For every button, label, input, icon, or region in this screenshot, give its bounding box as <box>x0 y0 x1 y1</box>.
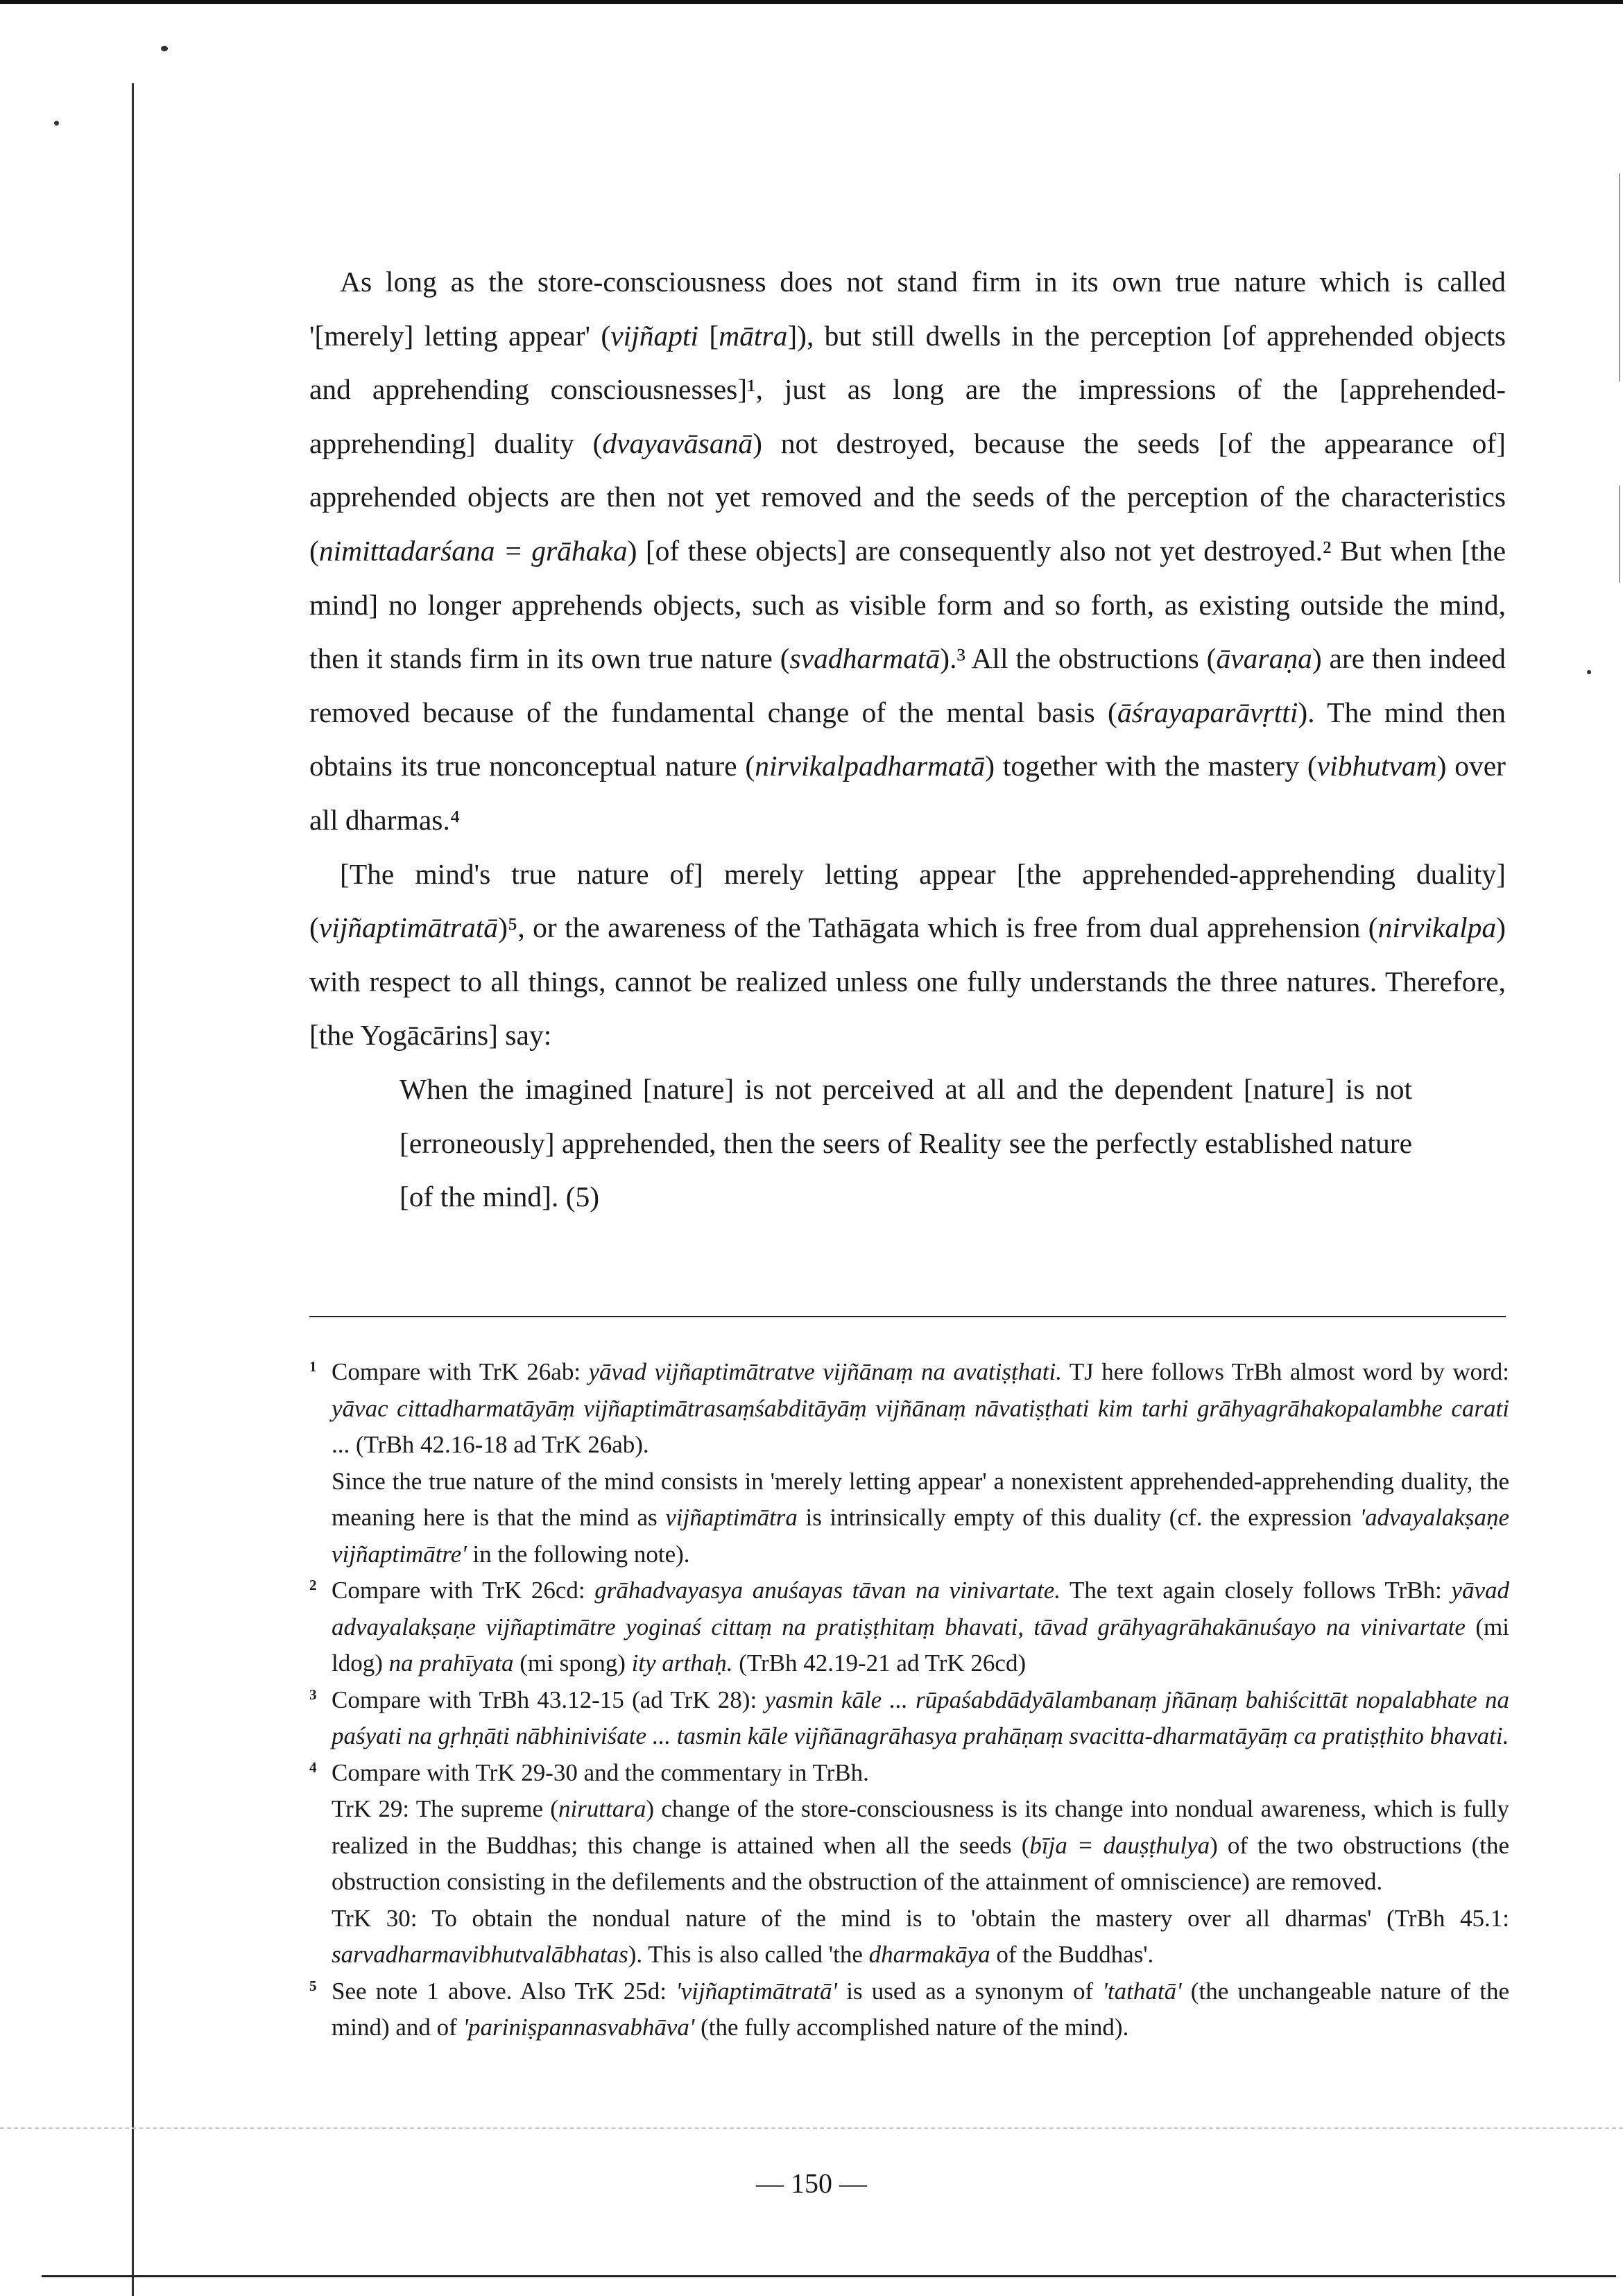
italic-term: āśrayaparāvṛtti <box>1117 696 1298 728</box>
italic-term: nirvikalpadharmatā <box>755 750 986 782</box>
text-run: TrK 29: The supreme ( <box>332 1795 558 1822</box>
italic-term: dvayavāsanā <box>602 427 753 459</box>
text-run: Compare with TrK 26cd: <box>332 1577 595 1604</box>
text-run: ) with respect to all things, cannot be realized unless one fully understands the three natures. Therefore, [the Yogācārins] say: <box>309 911 1506 1052</box>
italic-term: mātra <box>719 319 788 352</box>
page-bottom-rule <box>42 2275 1616 2277</box>
text-run: TrK 30: To obtain the nondual nature of the mind is to 'obtain the mastery over all dharmas' (TrBh 45.1: <box>332 1904 1509 1932</box>
footnotes <box>309 1354 1509 2046</box>
footnote-number: 2 <box>309 1577 317 1593</box>
italic-term: nirvikalpa <box>1377 911 1497 944</box>
text-run: ) change of the store-consciousness is its change into nondual awareness, which is fully realized in the Buddhas; this change is attained when all the seeds ( <box>332 1795 1509 1859</box>
italic-term: niruttara <box>558 1795 646 1822</box>
footnote-text <box>332 1354 1509 1464</box>
text-run: of the Buddhas'. <box>990 1941 1154 1968</box>
italic-term: dharmakāya <box>868 1941 990 1968</box>
scan-edge-mark <box>1619 173 1620 382</box>
text-run: ) are then indeed removed because of the fundamental change of the mental basis ( <box>309 642 1506 728</box>
text-run: The text again closely follows TrBh: <box>1060 1577 1452 1604</box>
footnote-text <box>332 1573 1509 1682</box>
scan-speck <box>54 121 59 126</box>
footnote <box>309 1755 1509 1973</box>
text-run: ) together with the mastery ( <box>985 750 1317 782</box>
scan-speck <box>161 46 168 51</box>
text-run: is intrinsically empty of this duality (cf. the expression <box>797 1504 1360 1531</box>
footnote-number: 3 <box>309 1686 317 1703</box>
scan-dashed-line <box>0 2127 1623 2129</box>
italic-term: ity arthaḥ. <box>631 1650 733 1677</box>
footnote-text <box>332 1901 1509 1973</box>
main-text <box>309 255 1506 1224</box>
text-run: ]), but still dwells in the perception [of apprehended objects and apprehending consciousnesses]¹, just as long are the impressions of the [apprehended-apprehending] duality ( <box>309 319 1506 459</box>
text-run: (the unchangeable nature of the mind) and of <box>332 1977 1509 2041</box>
text-run: [ <box>698 319 719 352</box>
text-run: )⁵, or the awareness of the Tathāgata which is free from dual apprehension ( <box>498 911 1378 944</box>
text-run: ) not destroyed, because the seeds [of the appearance of] apprehended objects are then not yet removed and the seeds of the perception of the characteristics ( <box>309 427 1506 567</box>
text-run: (mi spong) <box>513 1650 632 1677</box>
text-run: (TrBh 42.19-21 ad TrK 26cd) <box>732 1650 1027 1677</box>
italic-term: vijñapti <box>610 319 699 352</box>
footnote <box>309 1682 1509 1755</box>
text-run: ) over all dharmas.⁴ <box>309 750 1506 836</box>
text-run: See note 1 above. Also TrK 25d: <box>332 1977 676 2005</box>
italic-term: vijñaptimātratā <box>318 911 499 944</box>
italic-term: na prahīyata <box>388 1650 514 1677</box>
italic-term: 'tathatā' <box>1102 1977 1182 2005</box>
scan-edge-mark <box>1619 486 1620 583</box>
italic-term: yāvad vijñaptimātratve vijñānaṃ na avatiṣṭhati. <box>588 1358 1062 1385</box>
text-run: ). The mind then obtains its true nonconceptual nature ( <box>309 696 1506 782</box>
text-run: ).³ All the obstructions ( <box>940 642 1217 675</box>
footnote-number: 4 <box>309 1758 317 1776</box>
footnote-number: 1 <box>309 1358 317 1375</box>
italic-term: 'vijñaptimātratā' <box>676 1977 837 2005</box>
italic-term: sarvadharmavibhutvalābhatas <box>332 1941 628 1968</box>
text-run: As long as the store-consciousness does not stand firm in its own true nature which is called '[merely] letting appear' ( <box>309 266 1506 352</box>
italic-term: yasmin kāle ... rūpaśabdādyālambanaṃ jñānaṃ bahiścittāt nopalabhate na paśyati na gṛhṇāti nābhiniviśate ... tasmin kāle vijñānagrāhasya prahāṇaṃ svacitta-dharmatāyāṃ ca pratiṣṭhito bhavati. <box>332 1686 1509 1749</box>
page-top-border <box>0 0 1623 4</box>
italic-term: yāvac cittadharmatāyāṃ vijñaptimātrasaṃśabditāyāṃ vijñānaṃ nāvatiṣṭhati kim tarhi grāhyagrāhakopalambhe carati <box>332 1394 1509 1422</box>
italic-term: yāvad advayalakṣaṇe vijñaptimātre yoginaś cittaṃ na pratiṣṭhitaṃ bhavati, tāvad grāhyagrāhakānuśayo na vinivartate <box>332 1577 1509 1640</box>
page-number: — 150 — <box>756 2168 867 2199</box>
scan-speck <box>1587 670 1591 674</box>
text-run: (mi ldog) <box>332 1613 1509 1677</box>
text-run: (the fully accomplished nature of the mind). <box>694 2014 1129 2041</box>
text-run: ). This is also called 'the <box>628 1941 869 1968</box>
text-run: [The mind's true nature of] merely letting appear [the apprehended-apprehending duality] ( <box>309 857 1506 944</box>
text-run: ... (TrBh 42.16-18 ad TrK 26ab). <box>332 1431 649 1458</box>
italic-term: svadharmatā <box>789 642 941 675</box>
italic-term: grāhadvayasya anuśayas tāvan na vinivartate. <box>594 1577 1061 1604</box>
footnote-text <box>332 1973 1509 2046</box>
body-paragraph <box>309 255 1506 848</box>
text-run: Compare with TrK 29-30 and the commentary in TrBh. <box>332 1758 869 1786</box>
footnote <box>309 1354 1509 1573</box>
footnote-number: 5 <box>309 1977 317 1994</box>
footnote-separator <box>309 1316 1506 1317</box>
binding-margin-line <box>132 83 134 2296</box>
text-run: is used as a synonym of <box>836 1977 1103 2005</box>
footnote-text <box>332 1791 1509 1901</box>
italic-term: 'advayalakṣaṇe vijñaptimātre' <box>332 1504 1509 1568</box>
text-run: Compare with TrBh 43.12-15 (ad TrK 28): <box>332 1686 765 1713</box>
italic-term: 'pariniṣpannasvabhāva' <box>463 2014 695 2041</box>
footnote <box>309 1973 1509 2046</box>
text-run: Since the true nature of the mind consists in 'merely letting appear' a nonexistent apprehended-apprehending duality, the meaning here is that the mind as <box>332 1467 1509 1531</box>
italic-term: āvaraṇa <box>1216 642 1312 675</box>
italic-term: vijñaptimātra <box>665 1504 798 1531</box>
text-run: ) [of these objects] are consequently also not yet destroyed.² But when [the mind] no longer apprehends objects, such as visible form and so forth, as existing outside the mind, then it stands firm in its own true nature ( <box>309 534 1506 675</box>
verse-quotation <box>400 1063 1412 1224</box>
text-run: Compare with TrK 26ab: <box>332 1358 589 1385</box>
body-paragraph <box>309 848 1506 1063</box>
italic-term: bīja = dauṣṭhulya <box>1029 1831 1210 1859</box>
italic-term: vibhutvam <box>1316 750 1437 782</box>
text-run: ) of the two obstructions (the obstruction consisting in the defilements and the obstruction of the attainment of omniscience) are removed. <box>332 1831 1509 1895</box>
text-run: in the following note). <box>466 1540 690 1568</box>
italic-term: nimittadarśana = grāhaka <box>318 534 628 567</box>
footnote-text <box>332 1464 1509 1573</box>
text-run: When the imagined [nature] is not perceived at all and the dependent [nature] is not [erroneously] apprehended, then the seers of Reality see the perfectly established nature [of the mind]. (5) <box>400 1072 1412 1213</box>
footnote <box>309 1573 1509 1682</box>
text-run: TJ here follows TrBh almost word by word: <box>1061 1358 1509 1385</box>
footnote-text <box>332 1682 1509 1755</box>
footnote-text <box>332 1755 1509 1792</box>
